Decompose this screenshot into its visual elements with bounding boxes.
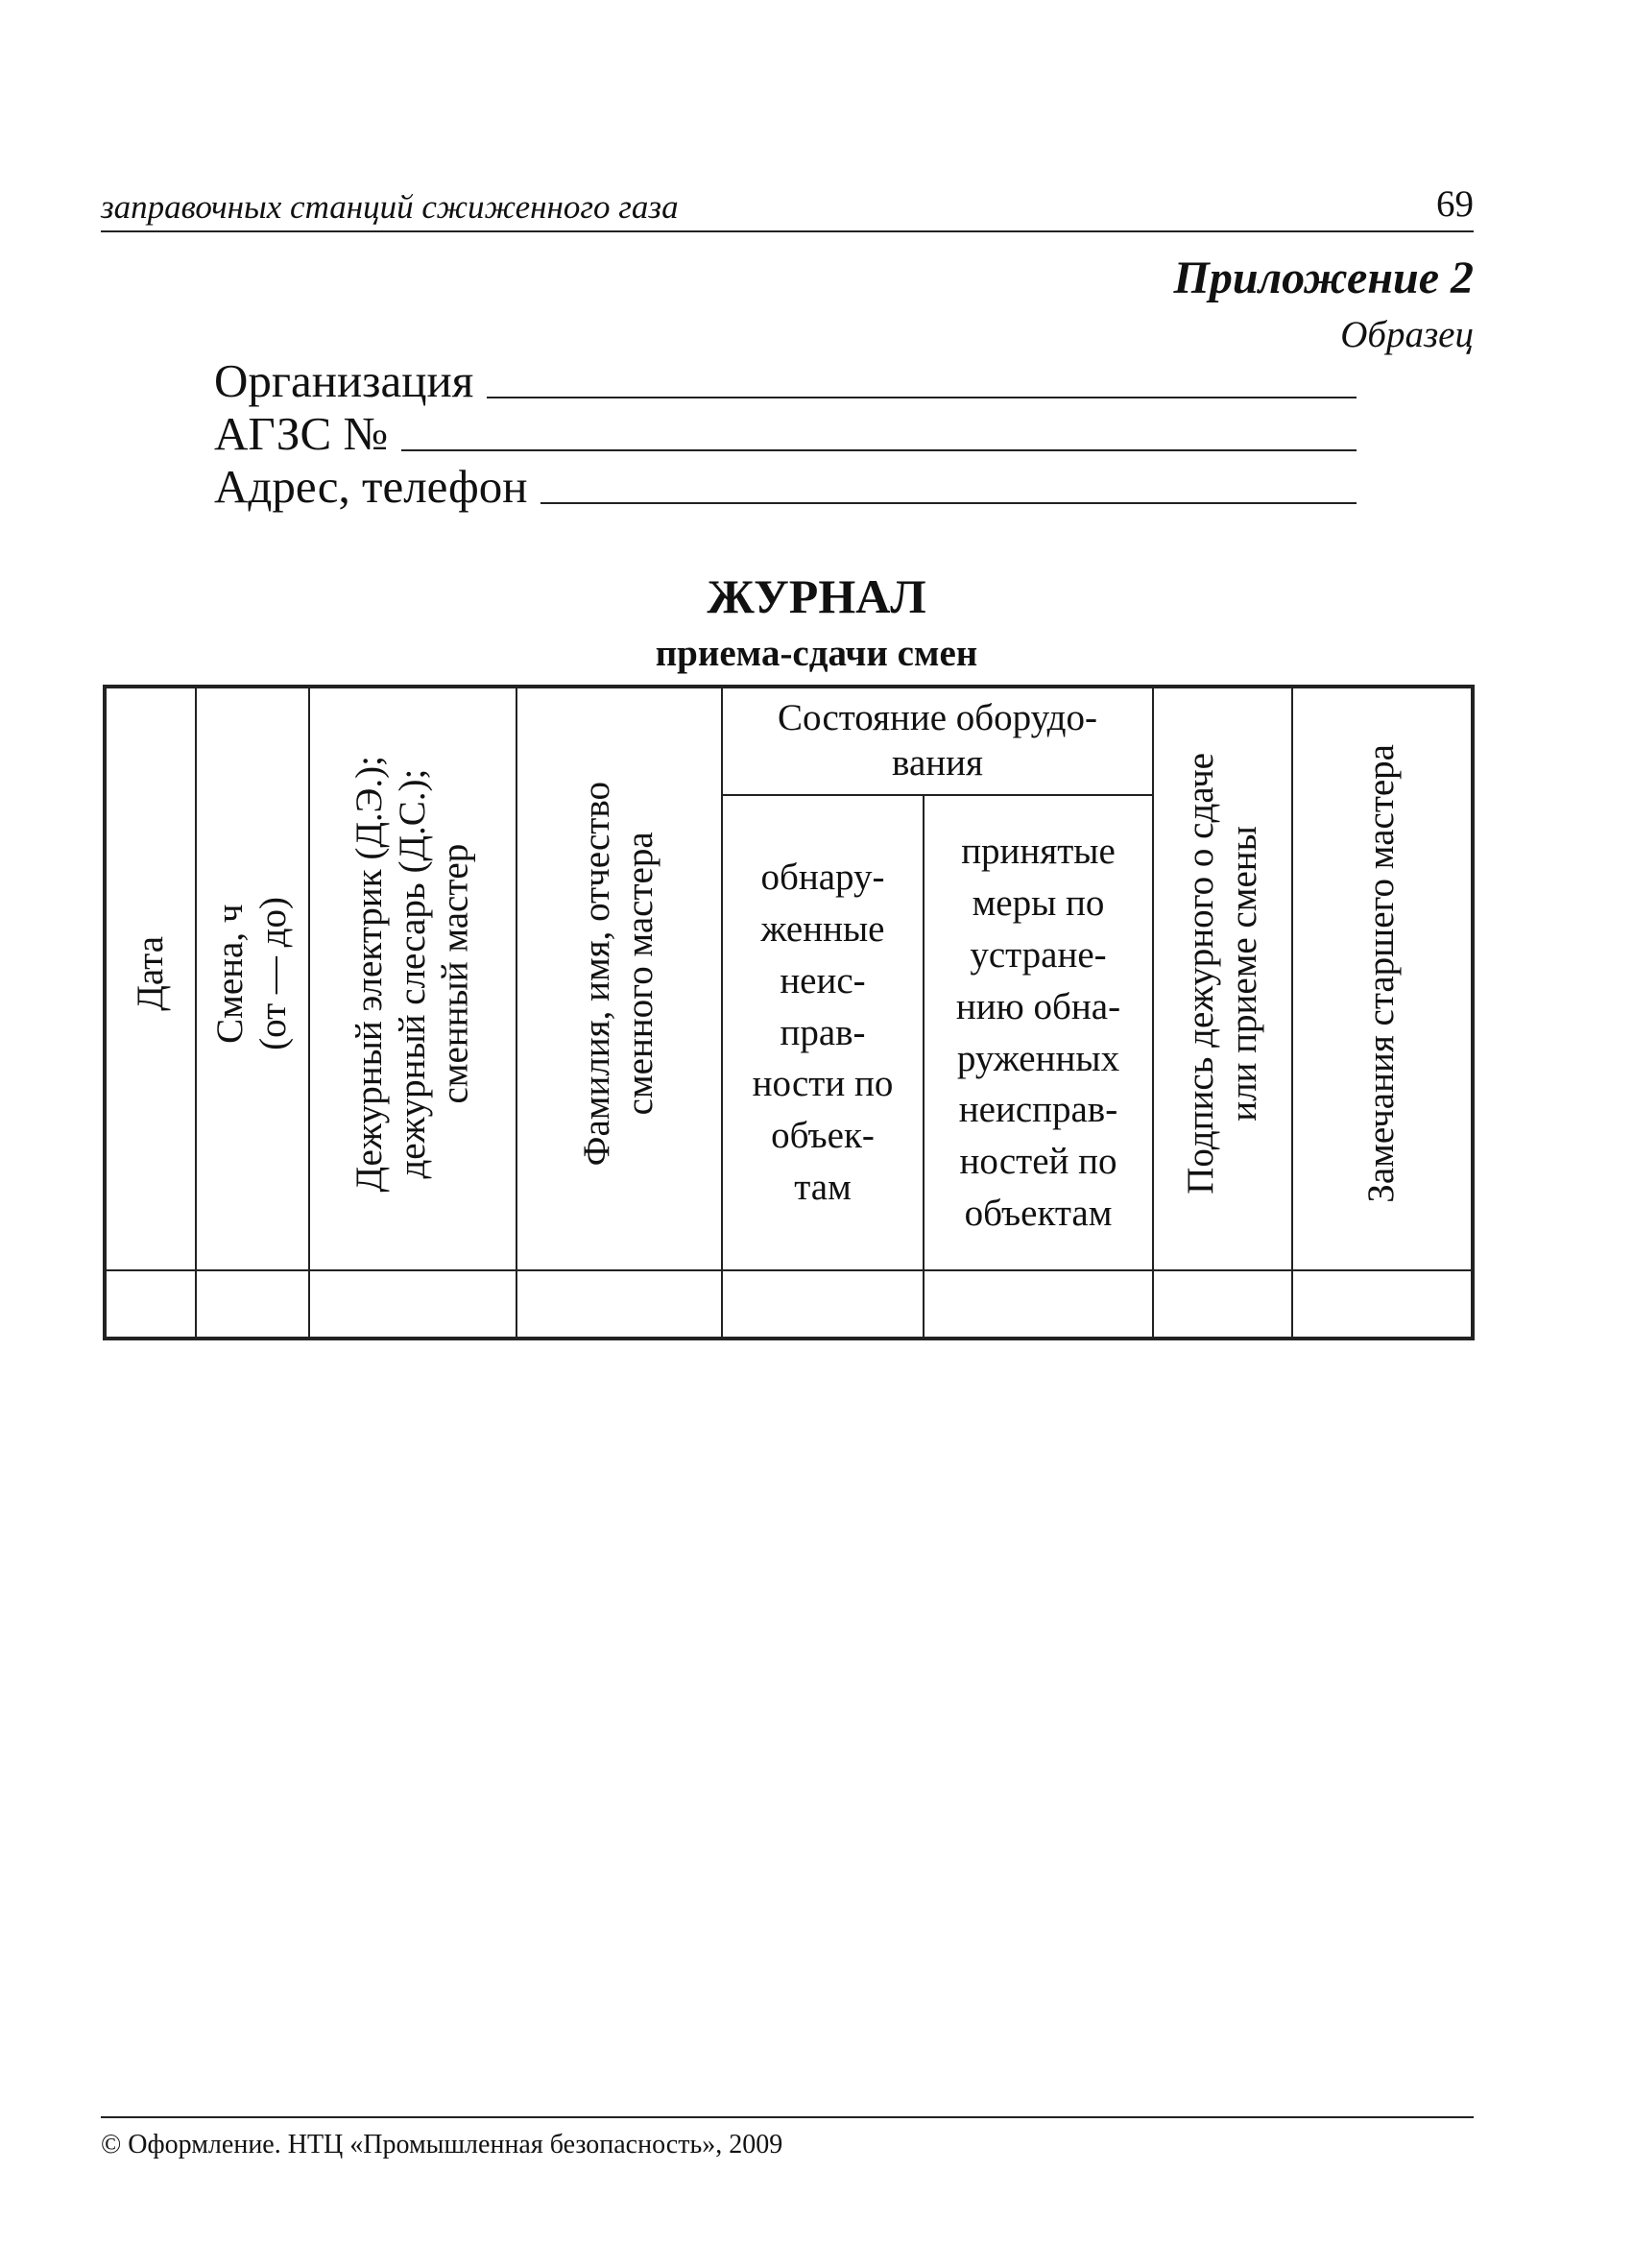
organization-field <box>214 355 1357 408</box>
station-label: АГЗС № <box>214 407 389 460</box>
station-blank-line <box>401 449 1357 451</box>
table-cell-master-name <box>516 1270 722 1339</box>
column-header-faults-found: обнару- женные неис- прав- ности по объек- там <box>722 795 924 1270</box>
organization-label: Организация <box>214 354 474 407</box>
journal-subtitle: приема-сдачи смен <box>655 633 978 674</box>
table-cell-senior-remarks <box>1292 1270 1473 1339</box>
running-title: заправочных станций сжиженного газа <box>101 188 679 226</box>
sample-label: Образец <box>1340 314 1474 355</box>
column-header-measures-taken: принятые меры по устране- нию обна- руженных неисправ- ностей по объектам <box>924 795 1153 1270</box>
running-header <box>101 182 1474 232</box>
organization-blank-line <box>487 397 1357 398</box>
table-cell-shift <box>196 1270 309 1339</box>
form-fields <box>214 355 1357 514</box>
column-header-duty-staff-text: Дежурный электрик (Д.Э.); дежурный слесарь (Д.С.); сменный мастер <box>348 755 476 1193</box>
address-field <box>214 461 1357 514</box>
page-number: 69 <box>1436 183 1474 225</box>
column-header-shift <box>196 687 309 1270</box>
column-header-duty-signature-text: Подпись дежурного о сдаче или приеме смены <box>1179 753 1264 1194</box>
column-header-equipment-state: Состояние оборудо- вания <box>722 687 1153 795</box>
table-row <box>105 1270 1473 1339</box>
column-header-senior-remarks-text: Замечания старшего мастера <box>1360 744 1403 1203</box>
table-cell-duty-signature <box>1153 1270 1292 1339</box>
station-field <box>214 408 1357 461</box>
column-header-duty-staff <box>309 687 516 1270</box>
address-label: Адрес, телефон <box>214 460 528 513</box>
column-header-senior-remarks <box>1292 687 1473 1270</box>
column-header-date-text: Дата <box>129 936 171 1011</box>
column-header-duty-signature <box>1153 687 1292 1270</box>
column-header-shift-text: Смена, ч (от — до) <box>209 897 294 1050</box>
table-cell-date <box>105 1270 196 1339</box>
copyright-notice: © Оформление. НТЦ «Промышленная безопасность», 2009 <box>101 2130 783 2159</box>
column-header-master-name <box>516 687 722 1270</box>
table-cell-measures-taken <box>924 1270 1153 1339</box>
shift-journal-table <box>103 685 1475 1340</box>
table-cell-duty-staff <box>309 1270 516 1339</box>
table-cell-faults-found <box>722 1270 924 1339</box>
journal-title: ЖУРНАЛ <box>707 569 926 623</box>
column-header-master-name-text: Фамилия, имя, отчество сменного мастера <box>576 781 660 1167</box>
table-header-row <box>105 687 1473 795</box>
address-blank-line <box>540 502 1357 504</box>
footer-divider <box>101 2116 1474 2118</box>
appendix-title: Приложение 2 <box>1173 253 1474 303</box>
column-header-date <box>105 687 196 1270</box>
